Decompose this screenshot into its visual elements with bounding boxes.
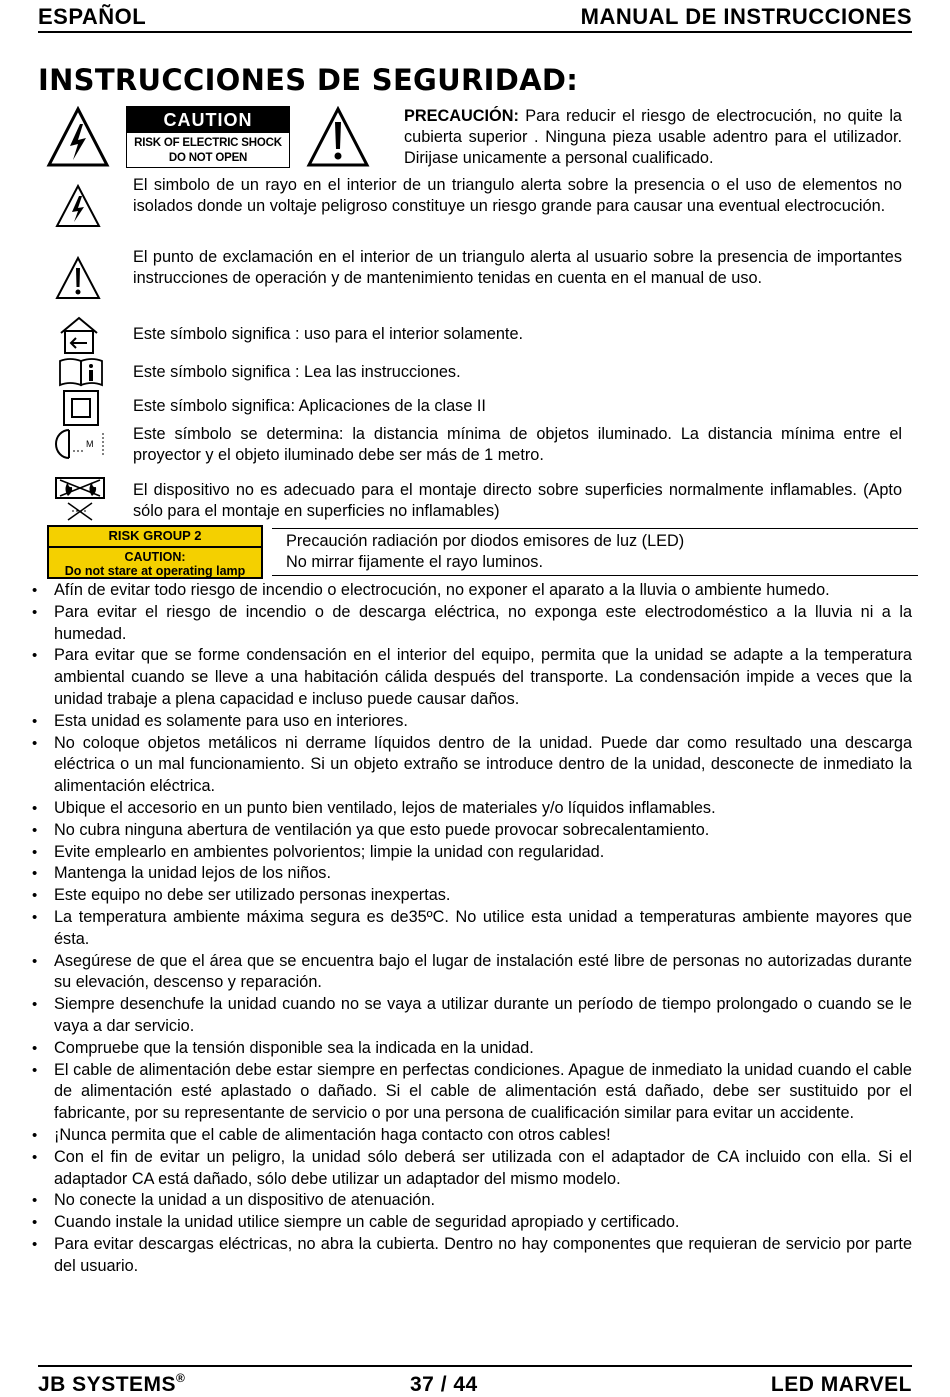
list-item: • Evite emplearlo en ambientes polvorientos; limpie la unidad con regularidad. [28, 842, 912, 864]
risk-caution: CAUTION: [124, 550, 186, 564]
footer-product: LED MARVEL [770, 1373, 912, 1396]
page-number: 37 / 44 [410, 1373, 478, 1396]
list-item: • Este equipo no debe ser utilizado personas inexpertas. [28, 885, 912, 907]
minimum-distance-icon [55, 427, 111, 461]
list-item: • Cuando instale la unidad utilice siempre un cable de seguridad apropiado y certificado. [28, 1212, 912, 1234]
list-item: • No cubra ninguna abertura de ventilación ya que esto puede provocar sobrecalentamiento. [28, 820, 912, 842]
caution-line-1: RISK OF ELECTRIC SHOCK [134, 137, 282, 149]
registered-mark: ® [176, 1371, 186, 1385]
lightning-symbol-text: El simbolo de un rayo en el interior de un triangulo alerta sobre la presencia o el uso de elementos no isolados donde un voltaje peligroso constituye un riesgo grande para causar una eventual electrocución. [133, 176, 902, 215]
exclamation-symbol-text: El punto de exclamación en el interior de un triangulo alerta al usuario sobre la presencia de importantes instrucciones de operación y de mantenimiento tenidas en cuenta en el manual de uso. [133, 248, 902, 287]
led-warning-top-rule [272, 528, 918, 529]
flammable-surface-icon [54, 476, 106, 522]
list-item: • Para evitar que se forme condensación en el interior del equipo, permita que la unidad se adapte a la temperatura ambiental cuando se lleve a una habitación cálida después del transporte. La condensación impide a veces que la unidad trabaje a plena capacidad e incluso puede causar daños. [28, 645, 912, 710]
list-item: • Esta unidad es solamente para uso en interiores. [28, 711, 912, 733]
header-language: ESPAÑOL [38, 4, 147, 29]
list-item: • Asegúrese de que el área que se encuentra bajo el lugar de instalación esté libre de personas no autorizadas durante su elevación, descenso y reparación. [28, 951, 912, 995]
class-ii-text: Este símbolo significa: Aplicaciones de la clase II [133, 397, 486, 415]
list-item: • Afín de evitar todo riesgo de incendio o electrocución, no exponer el aparato a la lluvia o ambiente humedo. [28, 580, 912, 602]
precaution-label: PRECAUCIÓN: [404, 107, 519, 125]
risk-group-title: RISK GROUP 2 [108, 528, 202, 543]
precaution-body: Para reducir el riesgo de electrocución, no quite la cubierta superior . Ninguna pieza usable adentro para el utilizador. Dirijase unicamente a personal cualificado. [404, 107, 902, 167]
list-item: • No coloque objetos metálicos ni derrame líquidos dentro de la unidad. Puede dar como resultado una descarga eléctrica o un mal funcionamiento. Si un objeto extraño se introduce dentro de la unidad, desconecte de inmediato la alimentación eléctrica. [28, 733, 912, 798]
indoor-use-text: Este símbolo significa : uso para el interior solamente. [133, 325, 524, 343]
list-item: • No conecte la unidad a un dispositivo de atenuación. [28, 1190, 912, 1212]
footer-brand: JB SYSTEMS® [38, 1371, 186, 1396]
lightning-triangle-icon [46, 106, 110, 168]
exclamation-triangle-icon [306, 106, 370, 168]
list-item: • Para evitar el riesgo de incendio o de descarga eléctrica, no exponga este electrodoméstico a la lluvia ni a la humedad. [28, 602, 912, 646]
list-item: • Con el fin de evitar un peligro, la unidad sólo deberá ser utilizada con el adaptador de CA incluido con ella. Si el adaptador CA está dañado, sólo debe utilizar un adaptador del mismo modelo. [28, 1147, 912, 1191]
list-item: • El cable de alimentación debe estar siempre en perfectas condiciones. Apague de inmediato la unidad cuando el cable de alimentación esté aplastado o dañado. Si el cable de alimentación está dañado, debe ser sustituido por el fabricante, por su representante de servicio o por una persona de cualificación similar para evitar un accidente. [28, 1060, 912, 1125]
list-item: • La temperatura ambiente máxima segura es de35ºC. No utilice esta unidad a temperaturas ambiente mayores que ésta. [28, 907, 912, 951]
list-item: • Para evitar descargas eléctricas, no abra la cubierta. Dentro no hay componentes que requieran de servicio por parte del usuario. [28, 1234, 912, 1278]
flammable-surface-text: El dispositivo no es adecuado para el montaje directo sobre superficies normalmente inflamables. (Apto sólo para el montaje en superficies no inflamables) [133, 481, 902, 520]
minimum-distance-text: Este símbolo se determina: la distancia mínima de objetos iluminado. La distancia mínima entre el proyector y el objeto iluminado debe ser más de 1 metro. [133, 425, 902, 464]
list-item: • Ubique el accesorio en un punto bien ventilado, lejos de materiales y/o líquidos inflamables. [28, 798, 912, 820]
minimum-distance-icon-label: M [86, 439, 94, 449]
caution-label [126, 106, 290, 168]
page-footer [38, 1365, 912, 1395]
list-item: • ¡Nunca permita que el cable de alimentación haga contacto con otros cables! [28, 1125, 912, 1147]
list-item: • Mantenga la unidad lejos de los niños. [28, 863, 912, 885]
list-item: • Siempre desenchufe la unidad cuando no se vaya a utilizar durante un período de tiempo prolongado o cuando se le vaya a dar servicio. [28, 994, 912, 1038]
header-manual-title: MANUAL DE INSTRUCCIONES [580, 4, 912, 29]
lightning-symbol-icon [55, 184, 101, 228]
led-warning-bottom-rule [272, 575, 918, 576]
caution-line-2: DO NOT OPEN [168, 152, 248, 164]
list-item: • Compruebe que la tensión disponible sea la indicada en la unidad. [28, 1038, 912, 1060]
read-instructions-icon [58, 357, 104, 387]
led-warning-line-2: No mirrar fijamente el rayo luminos. [286, 553, 543, 571]
indoor-use-icon [57, 315, 101, 355]
risk-do-not-stare: Do not stare at operating lamp [64, 564, 246, 578]
caution-title: CAUTION [127, 107, 289, 133]
led-warning-line-1: Precaución radiación por diodos emisores de luz (LED) [286, 532, 685, 550]
class-ii-icon [62, 389, 100, 427]
read-instructions-text: Este símbolo significa : Lea las instrucciones. [133, 363, 461, 381]
exclamation-symbol-icon [55, 256, 101, 300]
safety-bullet-list [28, 580, 912, 1278]
precaution-text [404, 106, 902, 169]
risk-group-label [47, 525, 263, 579]
section-title: INSTRUCCIONES DE SEGURIDAD: [38, 63, 579, 97]
page-header [38, 3, 912, 33]
